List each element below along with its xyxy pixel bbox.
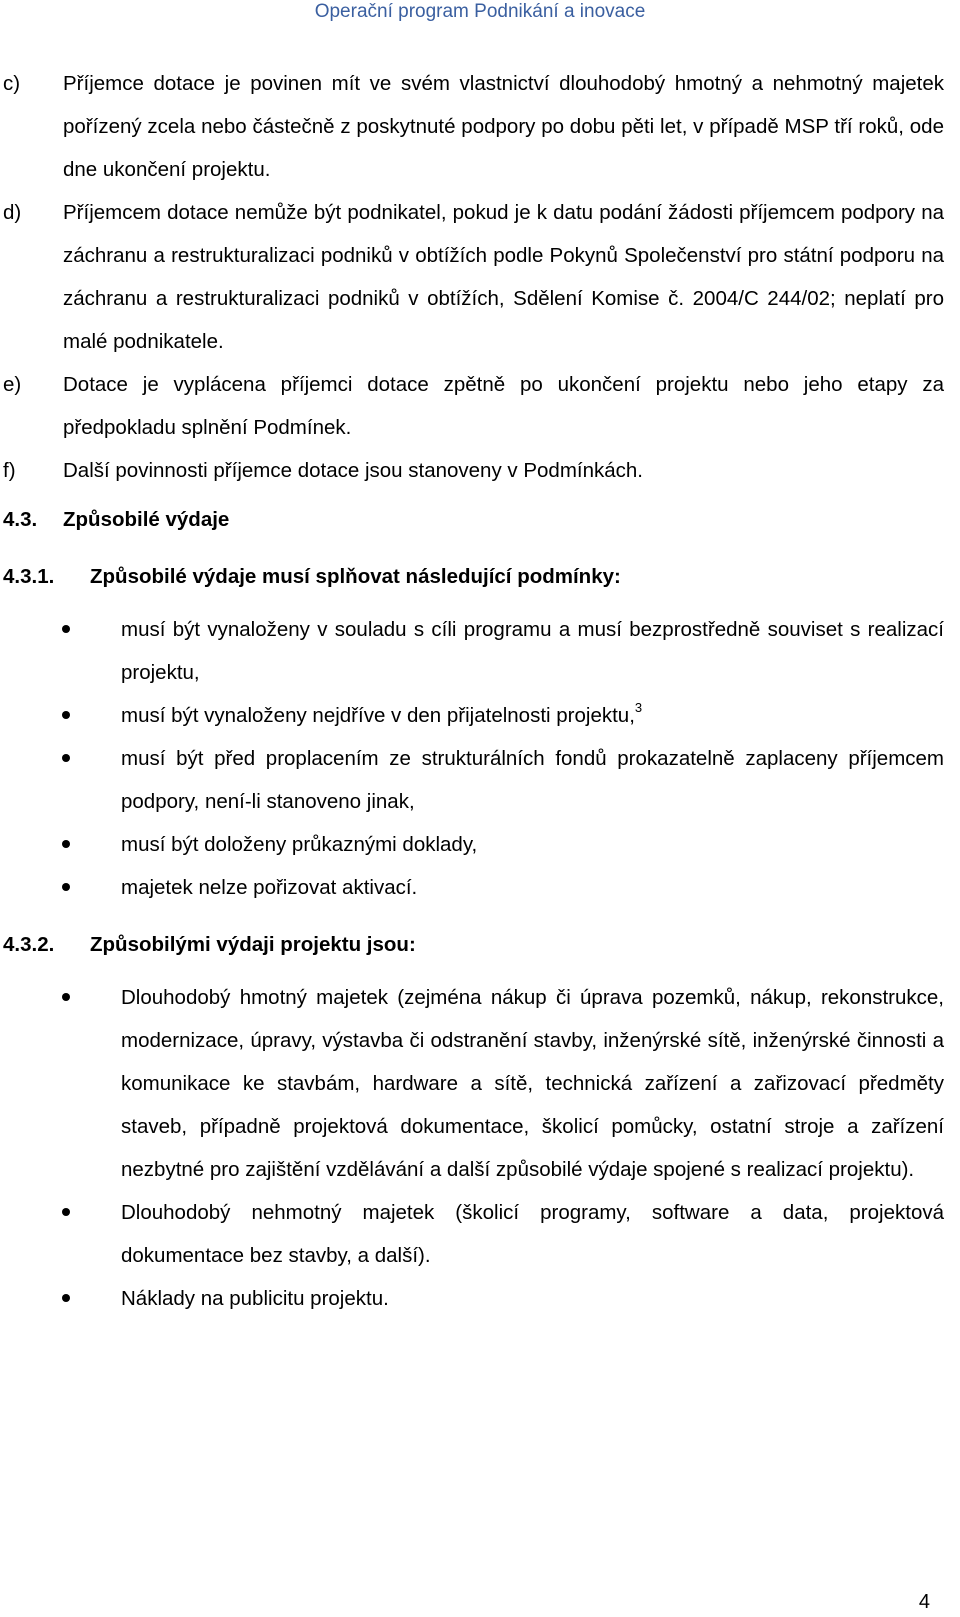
list-item-text: Příjemcem dotace nemůže být podnikatel, pokud je k datu podání žádosti příjemcem podpory na záchranu a restrukturalizaci podniků v obtížích podle Pokynů Společenství pro státní podporu na záchranu a restrukturalizaci podniků v obtížích, Sdělení Komise č. 2004/C 244/02; neplatí pro malé podnikatele. [63,201,944,353]
section-number: 4.3.1. [3,565,55,588]
bullet-item [0,1191,960,1277]
document-body [0,62,960,1320]
list-item-text: Další povinnosti příjemce dotace jsou stanoveny v Podmínkách. [63,459,643,482]
bullet-item [0,866,960,909]
list-item-text: Dotace je vyplácena příjemci dotace zpětně po ukončení projektu nebo jeho etapy za předpokladu splnění Podmínek. [63,373,944,439]
bullet-icon [62,883,70,891]
page-header [0,0,960,26]
section-title: Způsobilé výdaje musí splňovat následující podmínky: [90,565,621,588]
list-marker: f) [3,459,16,482]
list-item-text: Příjemce dotace je povinen mít ve svém vlastnictví dlouhodobý hmotný a nehmotný majetek pořízený zcela nebo částečně z poskytnuté podpory po dobu pěti let, v případě MSP tří roků, ode dne ukončení projektu. [63,72,944,181]
bullet-icon [62,625,70,633]
bullet-icon [62,993,70,1001]
footnote-reference[interactable]: 3 [634,700,643,715]
bullet-item [0,608,960,694]
section-title: Způsobilými výdaji projektu jsou: [90,933,416,956]
bullet-text: Dlouhodobý hmotný majetek (zejména nákup či úprava pozemků, nákup, rekonstrukce, modernizace, úpravy, výstavba či odstranění stavby, inženýrské sítě, inženýrské činnosti a komunikace ke stavbám, hardware a sítě, technická zařízení a zařizovací předměty staveb, případně projektová dokumentace, školicí pomůcky, ostatní stroje a zařízení nezbytné pro zajištění vzdělávání a další způsobilé výdaje spojené s realizací projektu). [121,986,944,1181]
page-number: 4 [918,1591,930,1613]
bullet-item [0,1277,960,1320]
bullet-icon [62,754,70,762]
list-marker: c) [3,72,21,95]
bullet-text: Dlouhodobý nehmotný majetek (školicí programy, software a data, projektová dokumentace bez stavby, a další). [121,1201,944,1267]
list-marker: e) [3,373,22,396]
bullet-item [0,694,960,737]
bullet-item [0,976,960,1191]
bullet-text: Náklady na publicitu projektu. [121,1287,389,1310]
bullet-icon [62,711,70,719]
bullet-icon [62,1294,70,1302]
section-title: Způsobilé výdaje [63,508,230,531]
list-item-d [0,191,960,363]
bullet-item [0,737,960,823]
bullet-icon [62,840,70,848]
section-heading-4-3 [0,498,960,541]
bullet-text: musí být před proplacením ze strukturálních fondů prokazatelně zaplaceny příjemcem podpory, není-li stanoveno jinak, [121,747,944,813]
section-heading-4-3-1 [0,555,960,598]
section-heading-4-3-2 [0,923,960,966]
bullet-text: majetek nelze pořizovat aktivací. [121,876,418,899]
list-item-f [0,449,960,492]
section-number: 4.3.2. [3,933,55,956]
page-header-title: Operační program Podnikání a inovace [314,1,646,22]
eligible-expenses-list [0,976,960,1320]
bullet-text: musí být doloženy průkaznými doklady, [121,833,478,856]
bullet-text: musí být vynaloženy nejdříve v den přijatelnosti projektu, [121,704,635,727]
list-item-e [0,363,960,449]
conditions-list [0,608,960,909]
list-marker: d) [3,201,22,224]
section-number: 4.3. [3,508,38,531]
bullet-text: musí být vynaloženy v souladu s cíli programu a musí bezprostředně souviset s realizací projektu, [121,618,944,684]
bullet-icon [62,1208,70,1216]
list-item-c [0,62,960,191]
bullet-item [0,823,960,866]
